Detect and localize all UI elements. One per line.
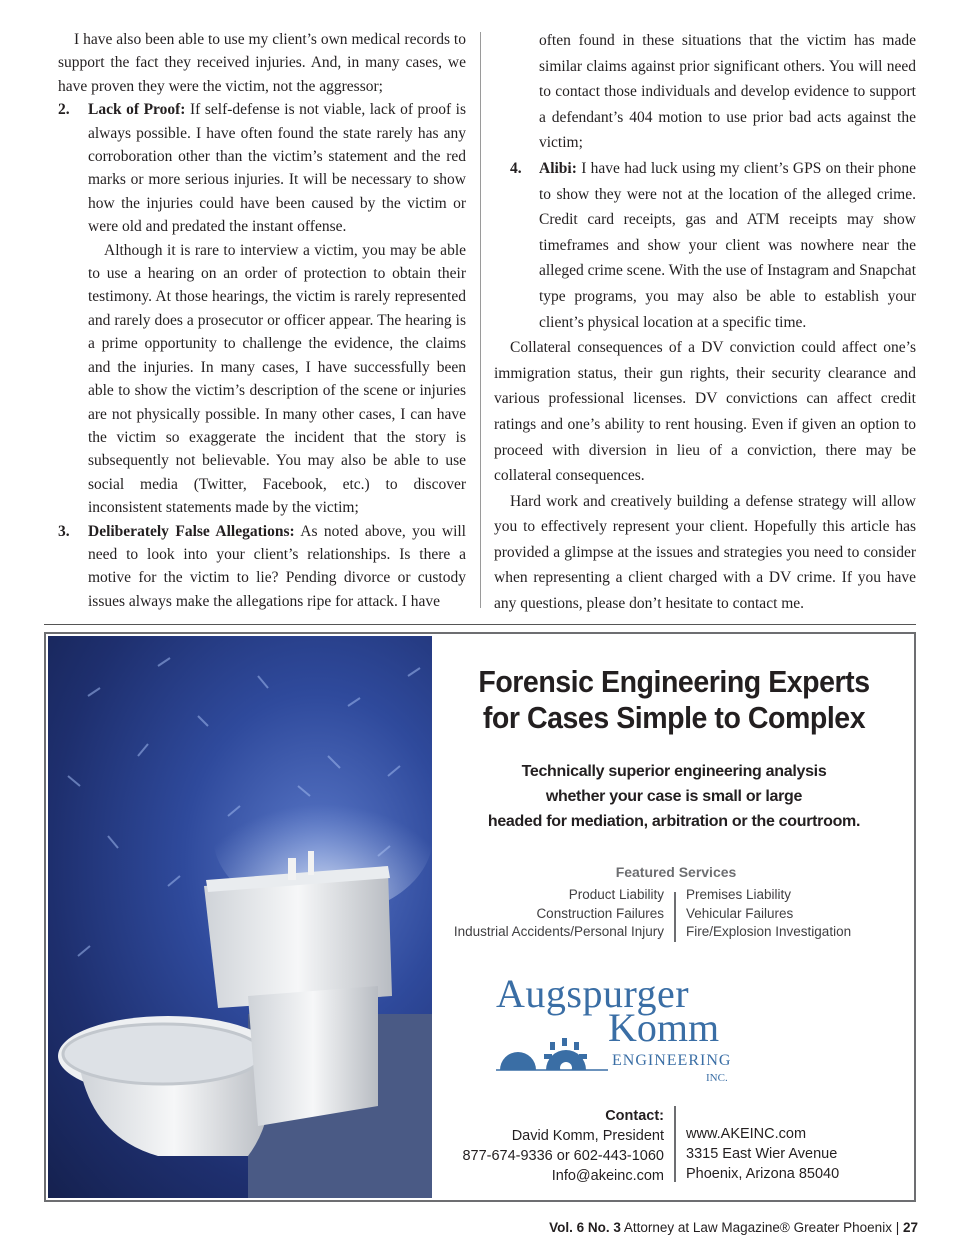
page-number: 27 [902,1220,918,1235]
subheadline-line: Technically superior engineering analysis [521,763,827,780]
list-text: As noted above, you will need to look into your client’s relationships. Is there a motive for the victim to lie? Pending divorce or custody issues always make the allegations ripe for attack. I have [88,522,466,610]
column-divider [480,32,481,608]
contact-website: www.AKEINC.com [686,1126,807,1142]
list-item-alibi [494,156,916,335]
list-number: 2. [58,101,70,119]
paragraph-closing: Hard work and creatively building a defense strategy will allow you to effectively represent your client. Hopefully this article has provided a glimpse at the issues and strategies you need to consider when representing a client charged with a DV crime. If you have any questions, please don’t hesitate to contact me. [494,492,916,613]
list-heading: Alibi: [539,159,577,177]
gear-icon [496,1032,608,1072]
paragraph-medical-records: I have also been able to use my client’s own medical records to support the fact they received injuries. And, in many cases, we have proven they were the victim, not the aggressor; [58,31,466,95]
services-divider [674,892,676,942]
services-list-right [686,886,906,942]
contact-block [436,1106,664,1186]
address-block [686,1124,906,1184]
featured-services-title: Featured Services [615,864,737,880]
list-text: If self-defense is not viable, lack of proof is always possible. I have often found the state rarely has any corroboration other than the victim’s statement and the red marks or more serious injuries. It will be necessary to show how the injuries could have been caused by the victim or were old and predated the instant offense. [88,101,466,236]
article-column-left [58,28,466,613]
company-logo [496,971,756,1086]
advertisement [44,632,916,1202]
service-item: Fire/Explosion Investigation [686,924,852,939]
subheadline-line: whether your case is small or large [545,788,803,805]
list-item-lack-of-proof [58,98,466,238]
logo-text-engineering: ENGINEERING [612,1052,732,1069]
list-text: often found in these situations that the victim has made similar claims against prior significant others. You will need to contact those individuals and develop evidence to support a defendant’s 404 motion to use prior bad acts against the victim; [539,32,916,152]
contact-email: Info@akeinc.com [551,1168,664,1184]
contact-divider [674,1106,676,1182]
paragraph-hearing [58,239,466,520]
list-heading: Deliberately False Allegations: [88,522,295,540]
toilet-illustration [48,636,432,1198]
headline-line: for Cases Simple to Complex [482,700,866,735]
service-item: Construction Failures [536,905,664,921]
contact-phone: 877-674-9336 or 602-443-1060 [462,1148,664,1164]
ad-headline [455,664,893,736]
contact-heading: Contact: [605,1108,664,1124]
contact-city: Phoenix, Arizona 85040 [686,1166,840,1182]
list-item-continued [494,28,916,156]
list-heading: Lack of Proof: [88,101,186,119]
list-number: 4. [510,159,522,177]
service-item: Industrial Accidents/Personal Injury [453,924,664,939]
list-text: I have had luck using my client’s GPS on their phone to show they were not at the location of the alleged crime. Credit card receipts, gas and ATM receipts may show timeframes and show your client was nowhere near the alleged crime scene. With the use of Instagram and Snapchat type programs, you may also be able to establish your client’s physical location at a specific time. [539,159,916,331]
ad-copy [436,634,912,1200]
page-footer [549,1220,918,1235]
service-item: Premises Liability [686,887,792,902]
section-divider [44,624,916,625]
service-item: Vehicular Failures [686,905,794,921]
list-number: 3. [58,522,70,540]
ad-subheadline [436,759,912,834]
toilet-photo [48,636,432,1198]
paragraph-hearing-text: Although it is rare to interview a victim, you may be able to use a hearing on an order of protection to obtain their testimony. At those hearings, the victim is rarely represented and rarely does a prosecutor or officer appear. The hearing is a prime opportunity to challenge the evidence, the claims and the injuries. In many cases, I have successfully been able to show the victim’s description of the scene or injuries are not physically possible. In many other cases, I can have the victim so exaggerate the incident that the story is subsequently not believable. You may also be able to use social media (Twitter, Facebook, etc.) to discover inconsistent statements made by the victim; [88,241,466,517]
list-item-false-allegations [58,520,466,614]
magazine-name: Attorney at Law Magazine® Greater Phoenix [620,1220,892,1235]
article-column-right [494,28,916,617]
subheadline-line: headed for mediation, arbitration or the courtroom. [487,813,861,830]
service-item: Product Liability [568,887,664,902]
contact-name: David Komm, President [511,1128,664,1144]
logo-text-augspurger: Augspurger [496,971,690,1016]
footer-separator: | [891,1220,903,1235]
headline-line: Forensic Engineering Experts [478,664,870,699]
logo-text-komm: Komm [608,1005,720,1050]
paragraph-collateral: Collateral consequences of a DV conviction could affect one’s immigration status, their gun rights, their security clearance and various professional licenses. DV convictions can affect credit ratings and one’s ability to rent housing. Even if given an option to proceed with diversion in lieu of a conviction, there may be collateral consequences. [494,339,916,485]
services-list-left [436,886,664,942]
logo-text-inc: INC. [706,1072,728,1084]
contact-street: 3315 East Wier Avenue [686,1146,838,1162]
issue-volume: Vol. 6 No. 3 [549,1220,621,1235]
